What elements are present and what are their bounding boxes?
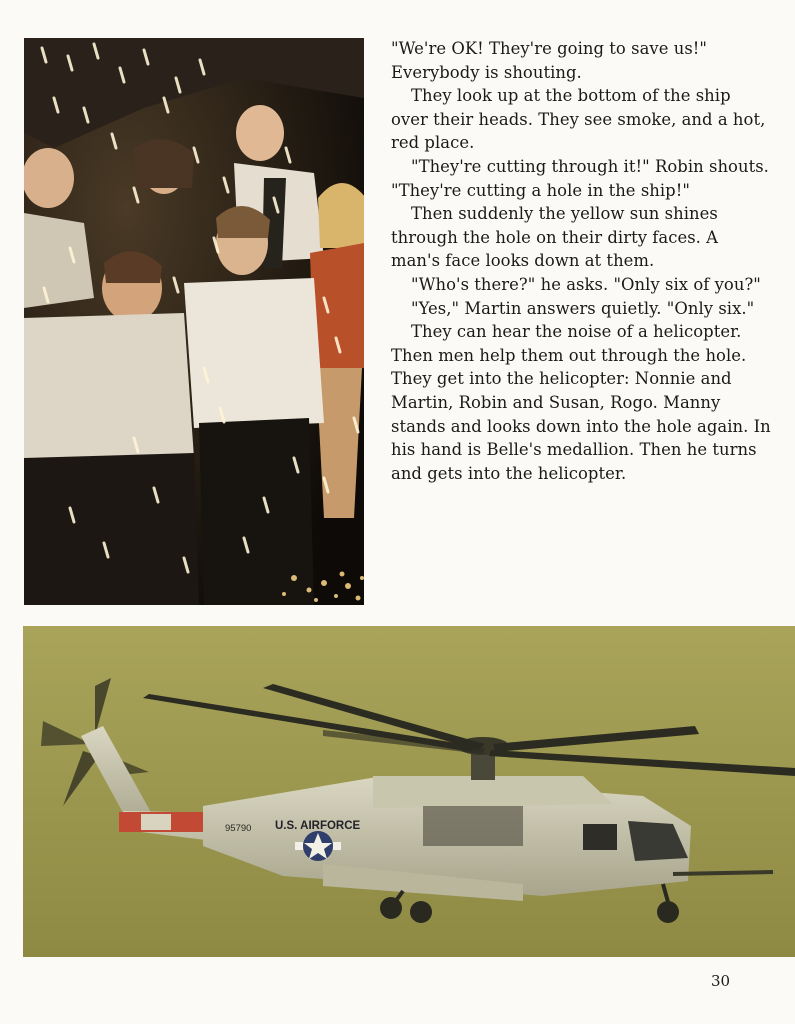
helicopter-service-marking: U.S. AIRFORCE — [275, 820, 361, 832]
story-paragraph-1: "We're OK! They're going to save us!" Everybody is shouting. — [391, 39, 707, 82]
story-paragraph-3: "They're cutting through it!" Robin shouts. "They're cutting a hole in the ship!" — [391, 156, 769, 200]
page-number: 30 — [711, 972, 731, 990]
story-paragraph-5: "Who's there?" he asks. "Only six of you?" — [411, 274, 761, 294]
helicopter-photo — [23, 626, 795, 957]
story-text — [391, 37, 771, 485]
survivors-photo — [24, 38, 364, 605]
story-paragraph-6: "Yes," Martin answers quietly. "Only six." — [411, 298, 755, 318]
story-paragraph-2: They look up at the bottom of the ship over their heads. They see smoke, and a hot, red place. — [391, 86, 766, 153]
story-paragraph-4: Then suddenly the yellow sun shines through the hole on their dirty faces. A man's face looks down at them. — [391, 204, 719, 271]
helicopter-serial: 95790 — [225, 823, 252, 834]
story-paragraph-7: They can hear the noise of a helicopter. Then men help them out through the hole. They get into the helicopter: Nonnie and Martin, Robin and Susan, Rogo. Manny stands and looks down into the hole again. In his hand is Belle's medallion. Then he turns and gets into the helicopter. — [391, 322, 771, 483]
